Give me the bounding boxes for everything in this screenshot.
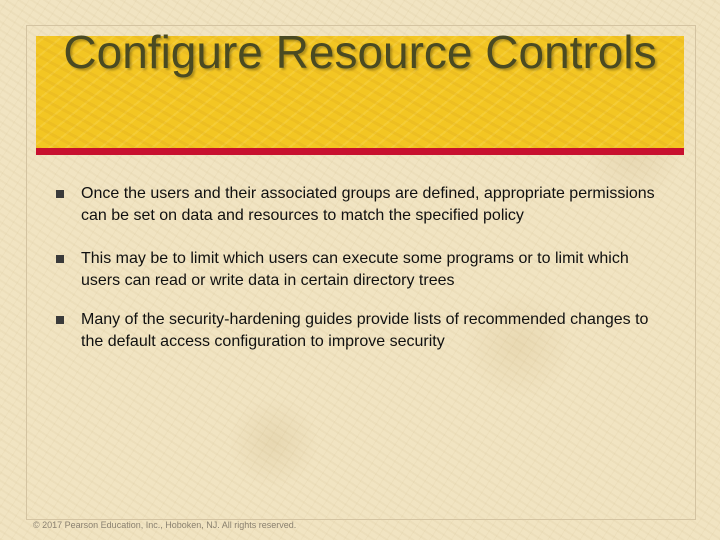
bullet-text: Once the users and their associated groups are defined, appropriate permissions can be set on data and resources to match the specified policy <box>81 185 655 224</box>
slide-title: Configure Resource Controls <box>63 26 657 78</box>
bullet-text: This may be to limit which users can execute some programs or to limit which users can read or write data in certain directory trees <box>81 250 629 289</box>
bullet-list <box>56 183 656 370</box>
square-bullet-icon <box>56 316 64 324</box>
bullet-item <box>56 183 656 227</box>
bullet-item <box>56 248 656 292</box>
bullet-item <box>56 309 656 353</box>
square-bullet-icon <box>56 190 64 198</box>
square-bullet-icon <box>56 255 64 263</box>
bullet-text: Many of the security-hardening guides provide lists of recommended changes to the default access configuration to improve security <box>81 311 649 350</box>
title-divider <box>36 148 684 155</box>
footer-copyright: © 2017 Pearson Education, Inc., Hoboken, NJ. All rights reserved. <box>33 520 297 530</box>
